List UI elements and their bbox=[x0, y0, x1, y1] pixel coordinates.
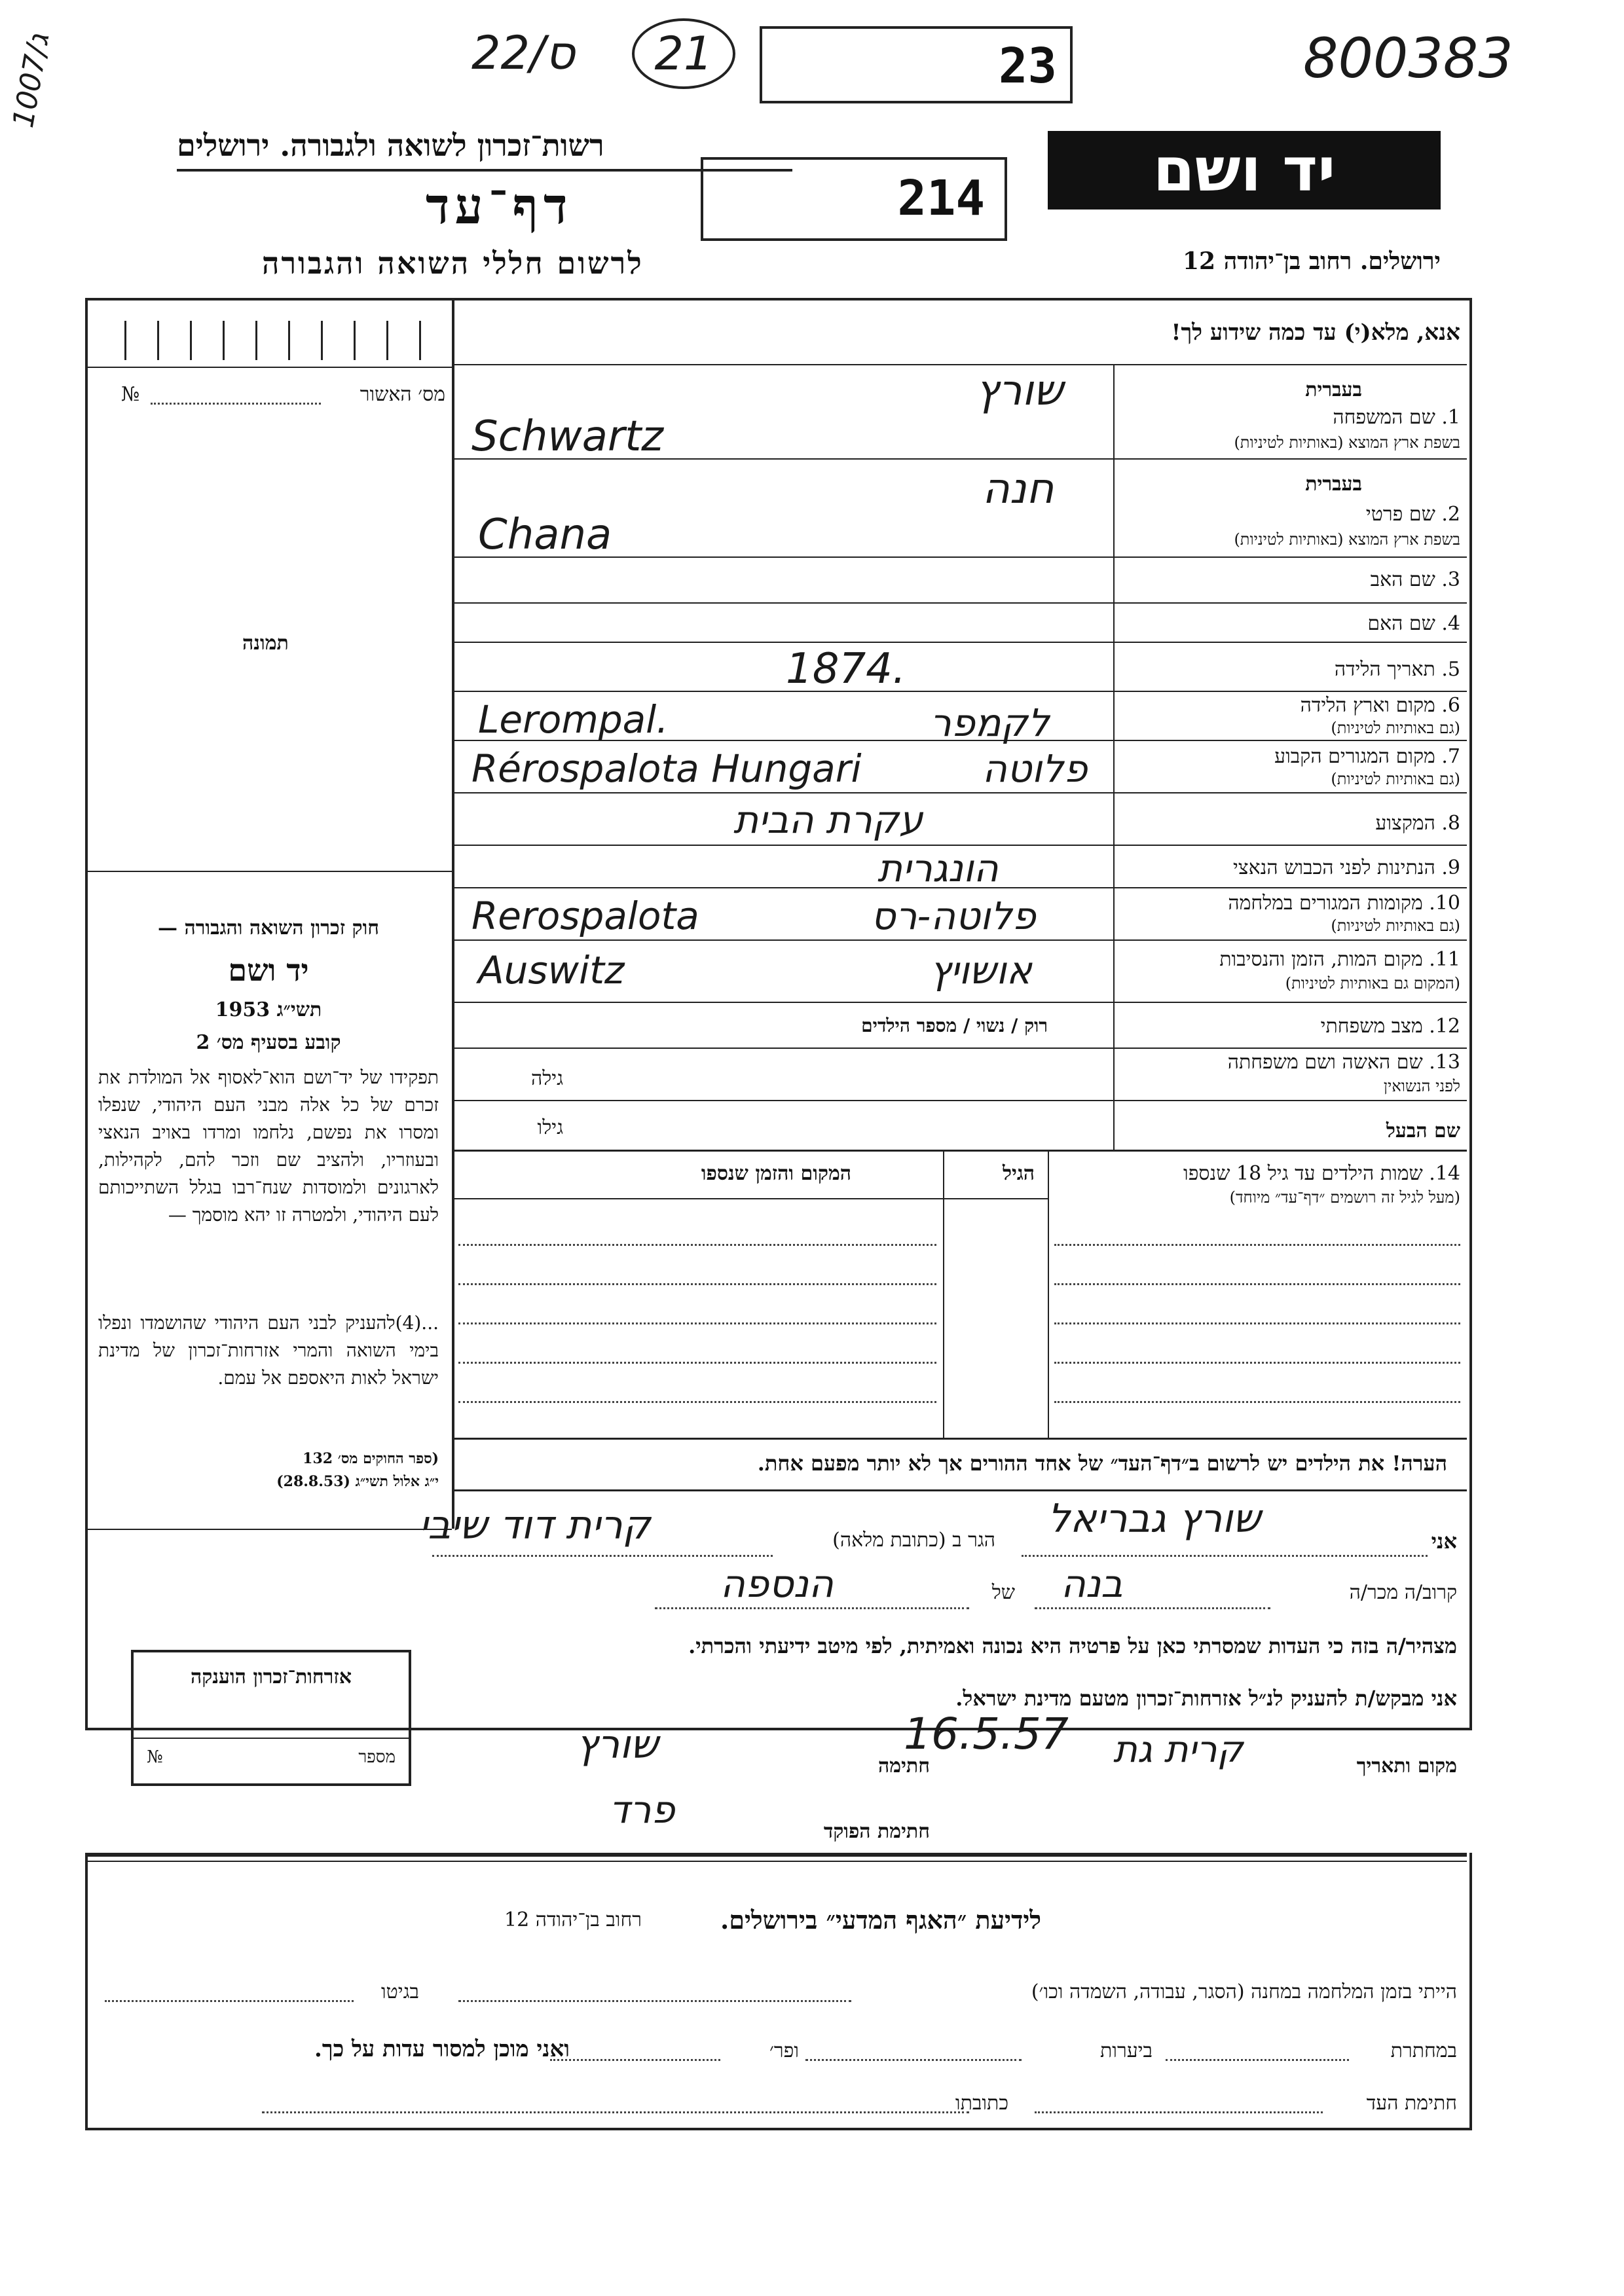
footer-witness-signature-label: חתימת העד bbox=[1366, 2092, 1457, 2115]
citizenship-box-title: אזרחות־זכרון הוענקה bbox=[190, 1666, 352, 1688]
birth-place-hebrew-value[interactable]: לקמפר bbox=[930, 701, 1050, 745]
field-7-sub: (גם באותיות לטיניות) bbox=[1331, 770, 1460, 788]
citizenship-box-number-symbol: № bbox=[147, 1747, 163, 1767]
label-column-divider bbox=[1113, 364, 1115, 1150]
intro-text: אנא, מלא(י) עד כמה שידוע לך! bbox=[1171, 319, 1460, 346]
wartime-residence-latin-value[interactable]: Rerospalota bbox=[471, 894, 699, 938]
footer-witness-address-label: כתובתו bbox=[955, 2092, 1008, 2115]
law-ref-1: (ספר החוקים מס׳ 132 bbox=[303, 1450, 439, 1467]
field-2-sub: בשפת ארץ המוצא (באותיות לטיניות) bbox=[1234, 530, 1460, 549]
header-address: ירושלים. רחוב בן־יהודה 12 bbox=[1182, 247, 1441, 275]
field-14-label: 14. שמות הילדים עד גיל 18 שנספו bbox=[1183, 1162, 1460, 1185]
occupation-value[interactable]: עקרת הבית bbox=[733, 797, 923, 842]
field-2-label: 2. שם פרטי bbox=[1365, 503, 1460, 526]
field-6-label: 6. מקום וארץ הלידה bbox=[1300, 694, 1460, 717]
children-note: הערה! את הילדים יש לרשום ב״דף־העד״ של אחד ההורים אך לא יותר מפעם אחת. bbox=[757, 1451, 1447, 1476]
first-name-hebrew-value[interactable]: חנה bbox=[982, 465, 1054, 513]
resides-label: הגר ב (כתובת מלאה) bbox=[832, 1529, 995, 1552]
death-place-hebrew-value[interactable]: אושויץ bbox=[930, 948, 1032, 993]
field-11-sub: (המקום גם באותיות לטיניות) bbox=[1285, 974, 1460, 993]
citizenship-granted-box bbox=[131, 1650, 411, 1786]
hebrew-tag-1: בעברית bbox=[1305, 378, 1362, 401]
hebrew-tag-2: בעברית bbox=[1305, 473, 1362, 496]
footer-address: רחוב בן־יהודה 12 bbox=[504, 1908, 642, 1931]
declaration-request: אני מבקש/ת להעניק לנ״ל אזרחות־זכרון מטעם מדינת ישראל. bbox=[955, 1686, 1457, 1711]
field-6-sub: (גם באותיות לטיניות) bbox=[1331, 719, 1460, 737]
relation-label: קרוב/ה מכר/ה bbox=[1349, 1581, 1457, 1604]
footer-camp-label: הייתי בזמן המלחמה במחנה (הסגר, עבודה, השמדה וכו׳) bbox=[1031, 1980, 1457, 2003]
yad-vashem-logo: יד ושם bbox=[1048, 131, 1441, 210]
field-4-label: 4. שם האם bbox=[1367, 612, 1460, 635]
footer-forests-label: ביערות bbox=[1099, 2039, 1153, 2062]
field-7-label: 7. מקום המגורים הקבוע bbox=[1274, 745, 1460, 768]
law-title: חוק זכרון השואה והגבורה — bbox=[158, 917, 379, 939]
field-14-sub: (מעל לגיל זה רושמים ״דף־עד״ מיוחד) bbox=[1229, 1188, 1460, 1207]
children-place-header: המקום והזמן שנספו bbox=[701, 1162, 851, 1185]
field-10-sub: (גם באותיות לטיניות) bbox=[1331, 917, 1460, 935]
birth-place-latin-value[interactable]: Lerompal. bbox=[478, 697, 669, 742]
birth-date-value[interactable]: 1874. bbox=[786, 645, 906, 693]
wife-age-label: גילה bbox=[530, 1067, 563, 1090]
cert-no-symbol: № bbox=[121, 383, 140, 406]
law-year: תשי״ג 1953 bbox=[215, 998, 322, 1021]
citizenship-value[interactable]: הונגרית bbox=[877, 846, 999, 890]
field-11-label: 11. מקום המות, הזמן והנסיבות bbox=[1219, 948, 1460, 971]
footer-etc-label: ופר׳ bbox=[769, 2039, 799, 2062]
husband-age-label: גילו bbox=[537, 1116, 563, 1139]
declarant-name-value[interactable]: שורץ גבריאל bbox=[1048, 1496, 1261, 1542]
residence-hebrew-value[interactable]: פלוטה bbox=[982, 746, 1088, 791]
address-value[interactable]: קרית דוד שיבי bbox=[419, 1503, 651, 1548]
footer-title: לידיעת ״האגף המדעי״ בירושלים. bbox=[720, 1905, 1042, 1935]
stamp-top: 23 bbox=[760, 26, 1073, 103]
declaration-statement: מצהיר/ה בזה כי העדות שמסרתי כאן על פרטיה היא נכונה ואמיתית, לפי מיטב ידיעתי והכרתי. bbox=[688, 1633, 1457, 1658]
photo-label: תמונה bbox=[242, 632, 289, 655]
left-column-divider bbox=[452, 298, 454, 1529]
field-1-sub: בשפת ארץ המוצא (באותיות לטיניות) bbox=[1234, 433, 1460, 452]
residence-latin-value[interactable]: Rérospalota Hungari bbox=[471, 746, 862, 791]
form-subtitle: לרשום חללי השואה והגבורה bbox=[262, 246, 644, 281]
field-1-label: 1. שם המשפחה bbox=[1333, 406, 1460, 429]
field-13-sub: לפני הנשואין bbox=[1383, 1077, 1460, 1095]
cert-label: מס׳ האשור bbox=[360, 383, 445, 406]
husband-label: שם הבעל bbox=[1386, 1120, 1460, 1142]
institution-name: רשות־זכרון לשואה ולגבורה. ירושלים bbox=[177, 128, 604, 163]
cert-number-line[interactable] bbox=[151, 403, 321, 405]
wartime-residence-hebrew-value[interactable]: פלוטה-רס bbox=[871, 894, 1036, 938]
law-clause: קובע בסעיף מס׳ 2 bbox=[196, 1031, 341, 1054]
officer-signature-label: חתימת הפוקד bbox=[823, 1820, 930, 1843]
field-9-label: 9. הנתינות לפני הכבוש הנאצי bbox=[1233, 856, 1460, 879]
file-reference: 1007/ג bbox=[7, 31, 56, 130]
stamp-mid: 214 bbox=[701, 157, 1007, 241]
footer-underground-label: במחתרת bbox=[1390, 2039, 1457, 2062]
law-body-2: ...(4)להעניק לבני העם היהודי שהושמדו ונפלו בימי השואה והמרי אזרחות־זכרון של מדינת ישראל לאות היאספם אל עמם. bbox=[98, 1312, 439, 1389]
signature-value[interactable]: שורץ bbox=[576, 1722, 659, 1768]
signature-label: חתימה bbox=[878, 1755, 930, 1777]
officer-signature-value[interactable]: פרד bbox=[609, 1787, 675, 1832]
footer-ready-text: ואני מוכן למסור עדות על כך. bbox=[314, 2036, 570, 2062]
surname-hebrew-value[interactable]: שורץ bbox=[976, 367, 1063, 415]
death-place-latin-value[interactable]: Auswitz bbox=[478, 948, 625, 993]
children-age-header: הגיל bbox=[1002, 1162, 1035, 1185]
surname-latin-value[interactable]: Schwartz bbox=[471, 412, 663, 461]
field-10-label: 10. מקומות המגורים במלחמה bbox=[1228, 892, 1460, 915]
field-12-options: רוק / נשוי / מספר הילדים bbox=[861, 1015, 1048, 1036]
law-name: יד ושם bbox=[228, 953, 309, 988]
law-ref-2: י״ג אלול תשי״ג (28.8.53) bbox=[276, 1473, 439, 1490]
relation-value[interactable]: בנה bbox=[1061, 1561, 1123, 1606]
citizenship-box-number-label: מספר bbox=[358, 1747, 396, 1767]
place-date-label: מקום ותאריך bbox=[1356, 1755, 1457, 1777]
date-value[interactable]: 16.5.57 bbox=[904, 1709, 1069, 1759]
of-label: של bbox=[991, 1581, 1015, 1604]
law-body: תפקידו של יד־ושם הוא־לאסוף אל המולדת את זכרם של כל אלה מבני העם היהודי, שנפלו ומסרו את נפשם, נלחמו ומרדו באויב הנאצי ובעוזריו, ולהציב שם וזכר להם, לקהילות, לארגונים ולמוסדות שנח־רבו בגלל השתייכותם לעם היהודי, ולמטרה זו יהא מוסמך — bbox=[98, 1066, 439, 1226]
field-5-label: 5. תאריך הלידה bbox=[1334, 658, 1460, 681]
institution-underline bbox=[177, 169, 792, 172]
place-value[interactable]: קרית גת bbox=[1113, 1728, 1244, 1771]
field-12-label: 12. מצב משפחתי bbox=[1320, 1015, 1460, 1038]
field-8-label: 8. המקצוע bbox=[1375, 812, 1460, 835]
form-title: דף־עד bbox=[426, 177, 573, 235]
circled-number: 21 bbox=[632, 18, 735, 89]
id-tick-boxes bbox=[85, 314, 452, 368]
document-number: 800383 bbox=[1303, 26, 1513, 90]
footer-ghetto-label: בגיטו bbox=[380, 1980, 419, 2003]
of-value[interactable]: הנספה bbox=[720, 1561, 834, 1606]
first-name-latin-value[interactable]: Chana bbox=[478, 511, 612, 559]
field-3-label: 3. שם האב bbox=[1370, 568, 1460, 591]
field-13-label: 13. שם האשה ושם משפחתה bbox=[1227, 1051, 1460, 1074]
declarant-label: אני bbox=[1431, 1529, 1457, 1554]
handwritten-code: 22/ס bbox=[471, 26, 576, 80]
